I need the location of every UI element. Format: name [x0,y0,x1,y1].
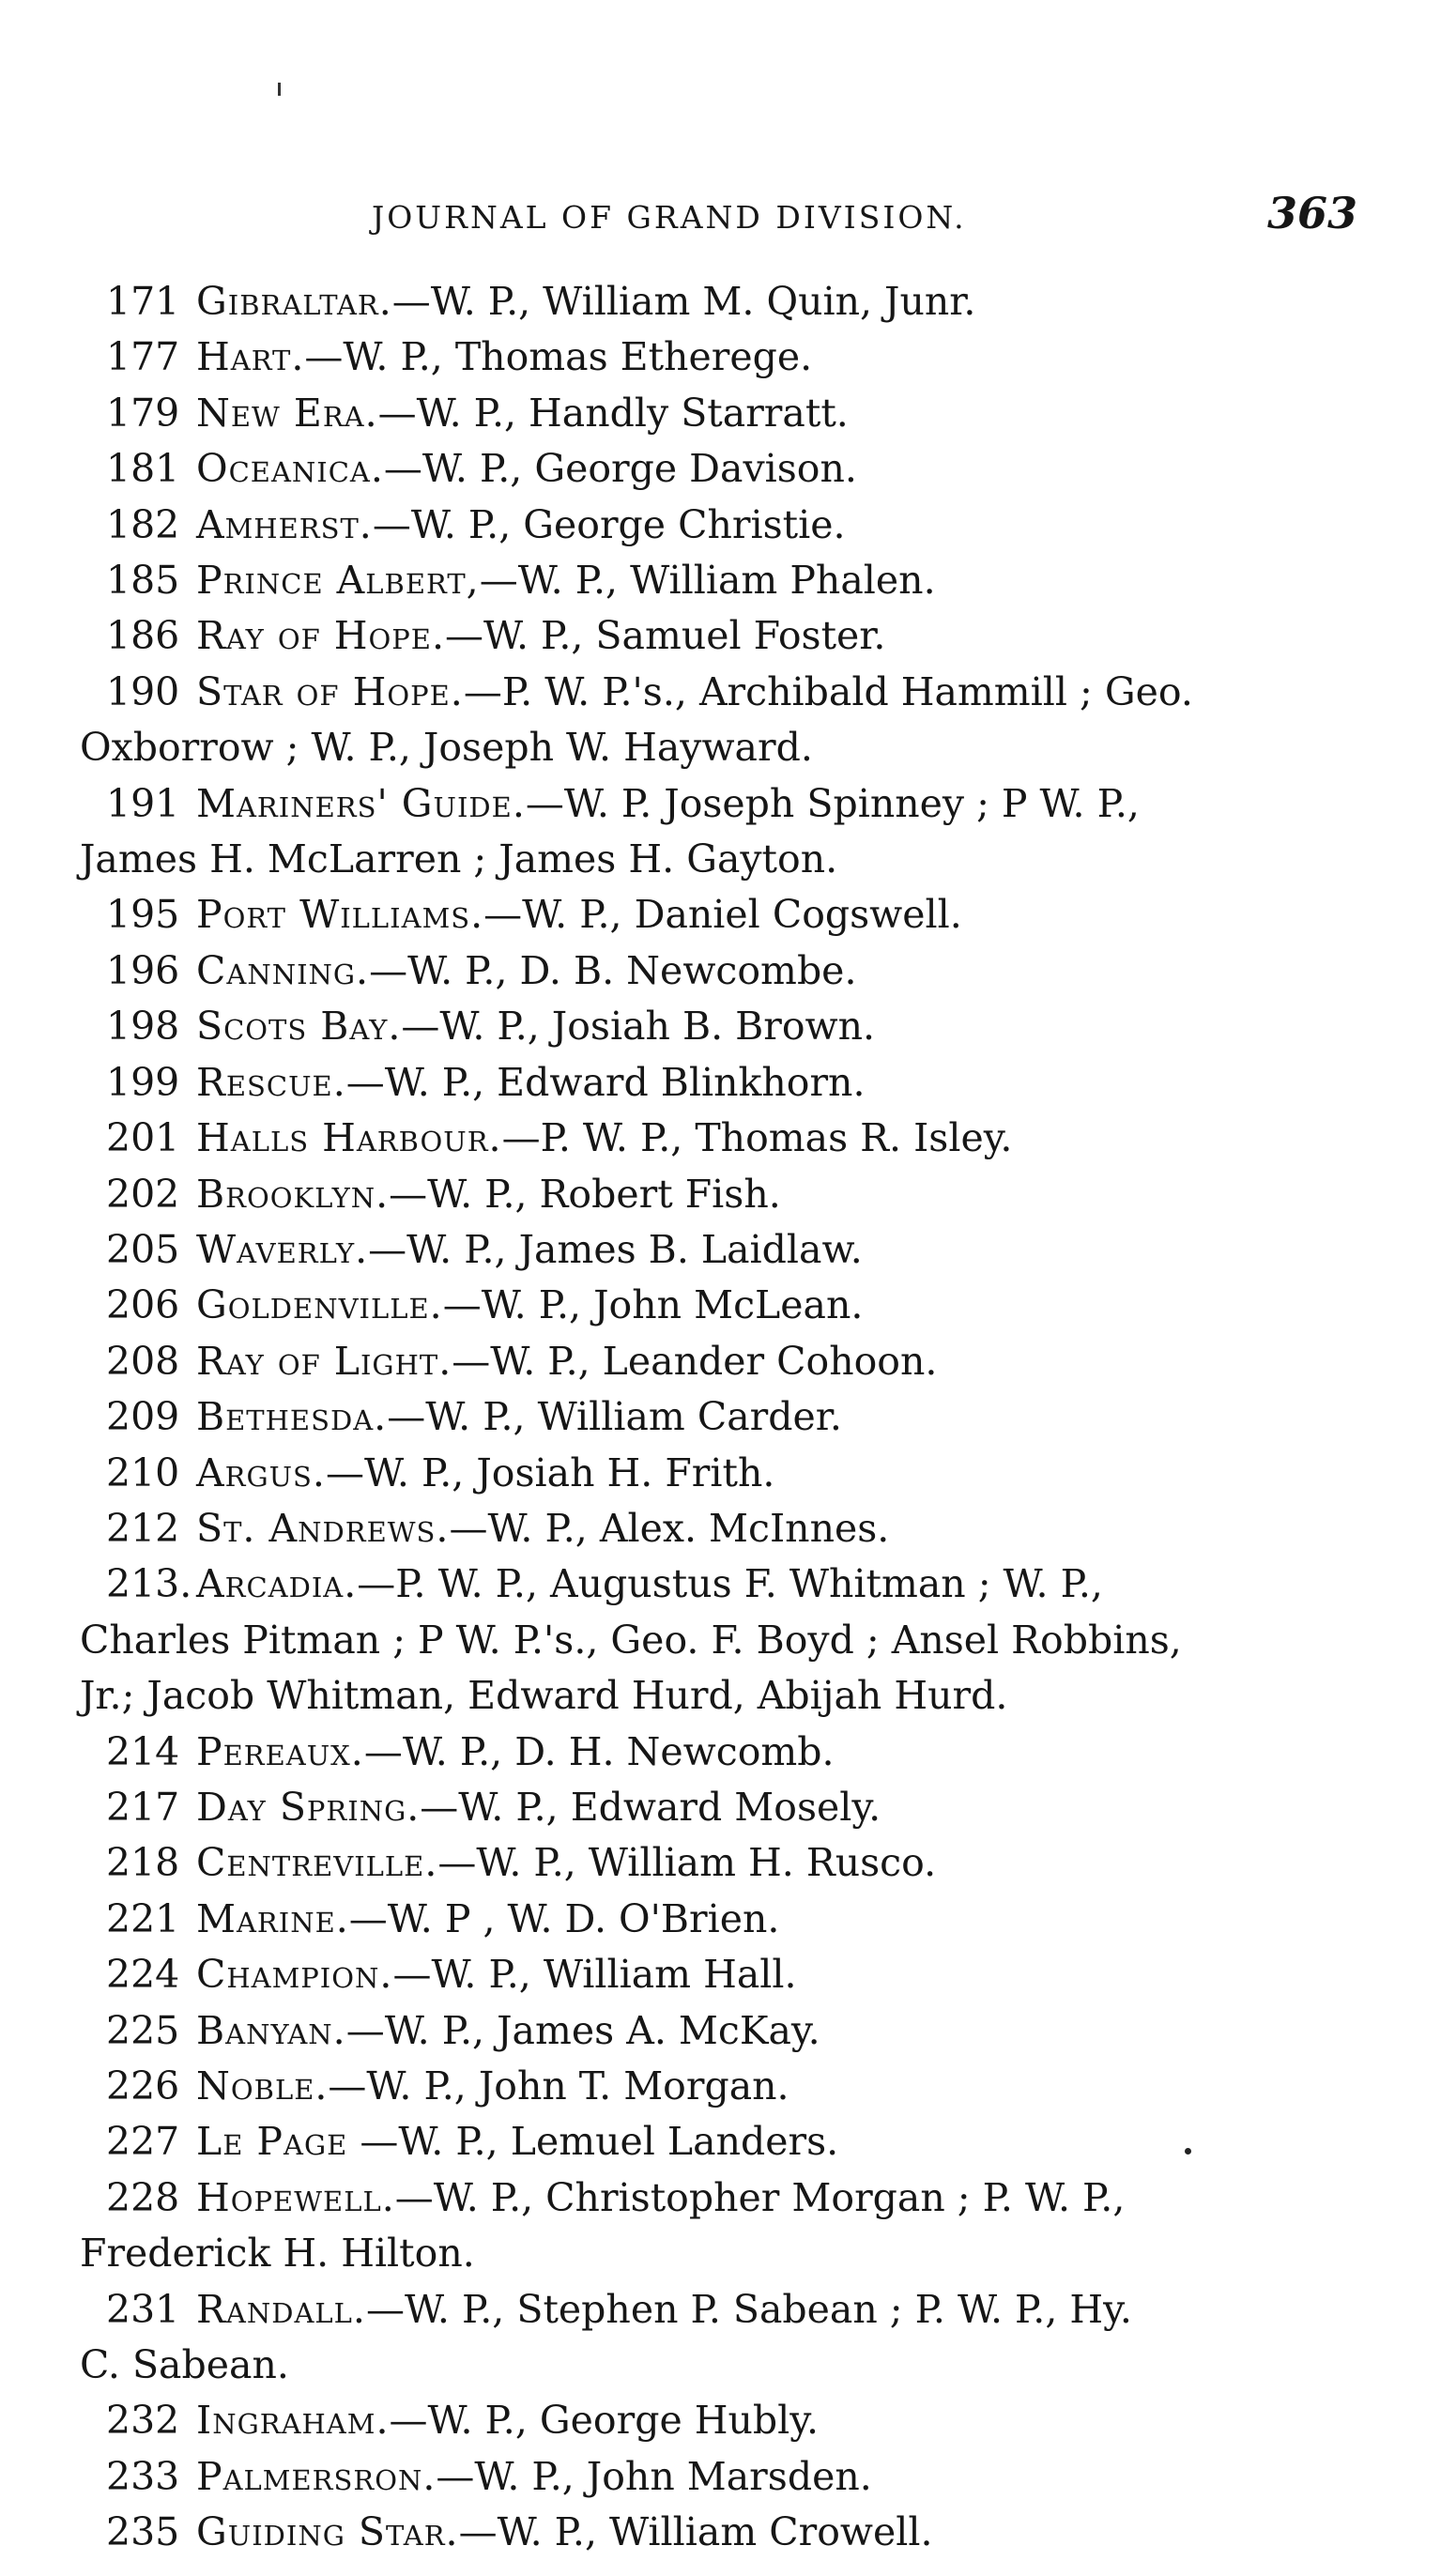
list-item [80,1055,1362,1111]
officers: —W. P., Thomas Etherege. [304,334,813,380]
officers: —W. P., William H. Rusco. [437,1840,937,1886]
division-name: Le Page [196,2119,348,2165]
list-item [80,2393,1362,2448]
division-name: Ray of Hope. [196,613,445,659]
division-name: Day Spring. [196,1784,421,1830]
list-item [80,1222,1362,1278]
division-list [80,274,1362,2561]
list-item [80,274,1362,330]
officers: —W. P., Josiah B. Brown. [401,1004,876,1050]
stray-ink-dot [1185,2148,1191,2155]
officers: —W. P., D. H. Newcomb. [363,1728,835,1774]
division-name: St. Andrews. [196,1505,450,1551]
list-item [80,887,1362,943]
division-name: Canning. [196,947,370,993]
list-item [80,608,1362,664]
division-number: 208 [106,1338,180,1384]
division-name: Pereaux. [196,1728,364,1774]
division-number: 224 [106,1952,180,1998]
list-item [80,776,1362,832]
officers: —W. P., Edward Blinkhorn. [345,1059,866,1105]
division-number: 206 [106,1282,180,1328]
division-name: Gibraltar. [196,279,392,324]
division-number: 232 [106,2398,180,2444]
division-number: 181 [106,446,180,492]
officers: —P. W. P., Thomas R. Isley. [501,1115,1013,1161]
officers: —W. P., John McLean. [442,1282,864,1328]
list-item [80,943,1362,999]
division-number: 209 [106,1394,180,1440]
division-name: New Era. [196,390,378,436]
list-item-continuation [80,1668,1362,1724]
division-number: 195 [106,892,180,938]
division-name: Randall. [196,2286,366,2332]
division-name: Marine. [196,1895,349,1941]
division-number: 198 [106,1004,180,1050]
division-name: Ingraham. [196,2398,390,2444]
list-item [80,1947,1362,2002]
officers: —W. P., D. B. Newcombe. [369,947,857,993]
list-item [80,441,1362,497]
division-number: 213. [106,1561,192,1607]
stray-ink-mark [278,83,281,96]
list-item [80,330,1362,385]
list-item [80,1835,1362,1891]
officers: —W. P., Edward Mosely. [420,1784,881,1830]
division-name: Waverly. [196,1226,369,1272]
division-name: Banyan. [196,2007,346,2053]
list-item [80,1389,1362,1445]
list-item [80,2059,1362,2114]
division-name: Guiding Star. [196,2509,459,2555]
list-item [80,1892,1362,1947]
officers: —W. P., James B. Laidlaw. [368,1226,863,1272]
officers: —W. P., Stephen P. Sabean ; P. W. P., Hy. [365,2286,1132,2332]
list-item-continuation [80,720,1362,775]
division-number: 185 [106,558,180,604]
division-name: Noble. [196,2063,329,2109]
officers: —W. P., George Davison. [383,446,857,492]
list-item [80,2003,1362,2059]
officers: —W. P., James A. McKay. [345,2007,820,2053]
division-name: Brooklyn. [196,1171,390,1217]
division-number: 196 [106,947,180,993]
division-name: Arcadia. [196,1561,358,1607]
division-number: 177 [106,334,180,380]
division-name: Rescue. [196,1059,346,1105]
officers-continued: Frederick H. Hilton. [80,2231,475,2277]
list-item [80,1446,1362,1501]
division-number: 182 [106,501,180,547]
officers: —W. P., William Phalen. [479,558,936,604]
division-name: Hopewell. [196,2174,395,2220]
list-item [80,1501,1362,1557]
officers: —W. P., Samuel Foster. [445,613,886,659]
list-item [80,2170,1362,2226]
officers-continued: Jr.; Jacob Whitman, Edward Hurd, Abijah Hurd. [80,1673,1008,1719]
officers: —W. P. Joseph Spinney ; P W. P., [525,780,1140,826]
division-number: 210 [106,1449,180,1495]
list-item-continuation [80,1613,1362,1668]
division-name: Mariners' Guide. [196,780,526,826]
division-name: Ray of Light. [196,1338,452,1384]
list-item-continuation [80,2338,1362,2393]
list-item [80,2282,1362,2338]
officers: —W. P., John Marsden. [436,2453,872,2499]
division-name: Goldenville. [196,1282,443,1328]
officers: —W. P., Josiah H. Frith. [325,1449,775,1495]
officers: —W. P., William M. Quin, Junr. [391,279,976,324]
division-number: 199 [106,1059,180,1105]
division-name: Bethesda. [196,1394,388,1440]
division-number: 225 [106,2007,180,2053]
officers: —W. P., Leander Cohoon. [452,1338,938,1384]
division-name: Argus. [196,1449,326,1495]
division-name: Champion. [196,1952,393,1998]
division-name: Hart. [196,334,305,380]
officers-continued: Oxborrow ; W. P., Joseph W. Hayward. [80,725,813,771]
officers-continued: Charles Pitman ; P W. P.'s., Geo. F. Boyd ; Ansel Robbins, [80,1617,1182,1663]
officers: —W. P., George Hubly. [389,2398,820,2444]
list-item-continuation [80,832,1362,887]
officers-continued: C. Sabean. [80,2342,289,2388]
division-name: Oceanica. [196,446,384,492]
division-name: Amherst. [196,501,373,547]
officers: —W. P., William Carder. [387,1394,842,1440]
officers: —W. P., Christopher Morgan ; P. W. P., [394,2174,1126,2220]
officers: —W. P., Alex. McInnes. [449,1505,890,1551]
list-item [80,553,1362,608]
list-item [80,1278,1362,1333]
division-number: 190 [106,668,180,714]
list-item [80,1780,1362,1835]
list-item [80,1334,1362,1389]
division-name: Scots Bay. [196,1004,402,1050]
list-item [80,386,1362,441]
division-number: 227 [106,2119,180,2165]
officers: —W. P., William Hall. [392,1952,797,1998]
division-number: 186 [106,613,180,659]
list-item [80,498,1362,553]
list-item [80,2114,1362,2170]
officers: —P. W. P., Augustus F. Whitman ; W. P., [357,1561,1103,1607]
division-number: 202 [106,1171,180,1217]
division-number: 179 [106,390,180,436]
list-item [80,2505,1362,2560]
division-number: 235 [106,2509,180,2555]
officers: —W. P., Handly Starratt. [377,390,849,436]
division-number: 228 [106,2174,180,2220]
division-number: 212 [106,1505,180,1551]
division-name: Halls Harbour. [196,1115,502,1161]
officers: —W. P., William Crowell. [458,2509,933,2555]
running-title: JOURNAL OF GRAND DIVISION. [372,199,967,236]
division-number: 205 [106,1226,180,1272]
division-name: Prince Albert, [196,558,480,604]
division-number: 233 [106,2453,180,2499]
officers: —W. P., Daniel Cogswell. [483,892,962,938]
division-number: 191 [106,780,180,826]
officers: —W. P , W. D. O'Brien. [348,1895,780,1941]
division-number: 171 [106,279,180,324]
list-item [80,999,1362,1054]
division-name: Port Williams. [196,892,484,938]
division-number: 201 [106,1115,180,1161]
list-item-continuation [80,2226,1362,2281]
list-item [80,1111,1362,1166]
page-number: 363 [1267,188,1358,238]
division-number: 221 [106,1895,180,1941]
list-item [80,1557,1362,1612]
list-item [80,2449,1362,2505]
division-number: 226 [106,2063,180,2109]
officers: —P. W. P.'s., Archibald Hammill ; Geo. [463,668,1193,714]
division-name: Centreville. [196,1840,438,1886]
division-name: Star of Hope. [196,668,464,714]
officers: —W. P., George Christie. [372,501,846,547]
officers: —W. P., Robert Fish. [389,1171,781,1217]
officers: —W. P., John T. Morgan. [328,2063,789,2109]
division-number: 217 [106,1784,180,1830]
division-number: 218 [106,1840,180,1886]
officers: —W. P., Lemuel Landers. [347,2119,839,2165]
list-item [80,1167,1362,1222]
list-item [80,665,1362,720]
division-name: Palmersron. [196,2453,437,2499]
officers-continued: James H. McLarren ; James H. Gayton. [80,836,838,882]
division-number: 231 [106,2286,180,2332]
division-number: 214 [106,1728,180,1774]
list-item [80,1725,1362,1780]
